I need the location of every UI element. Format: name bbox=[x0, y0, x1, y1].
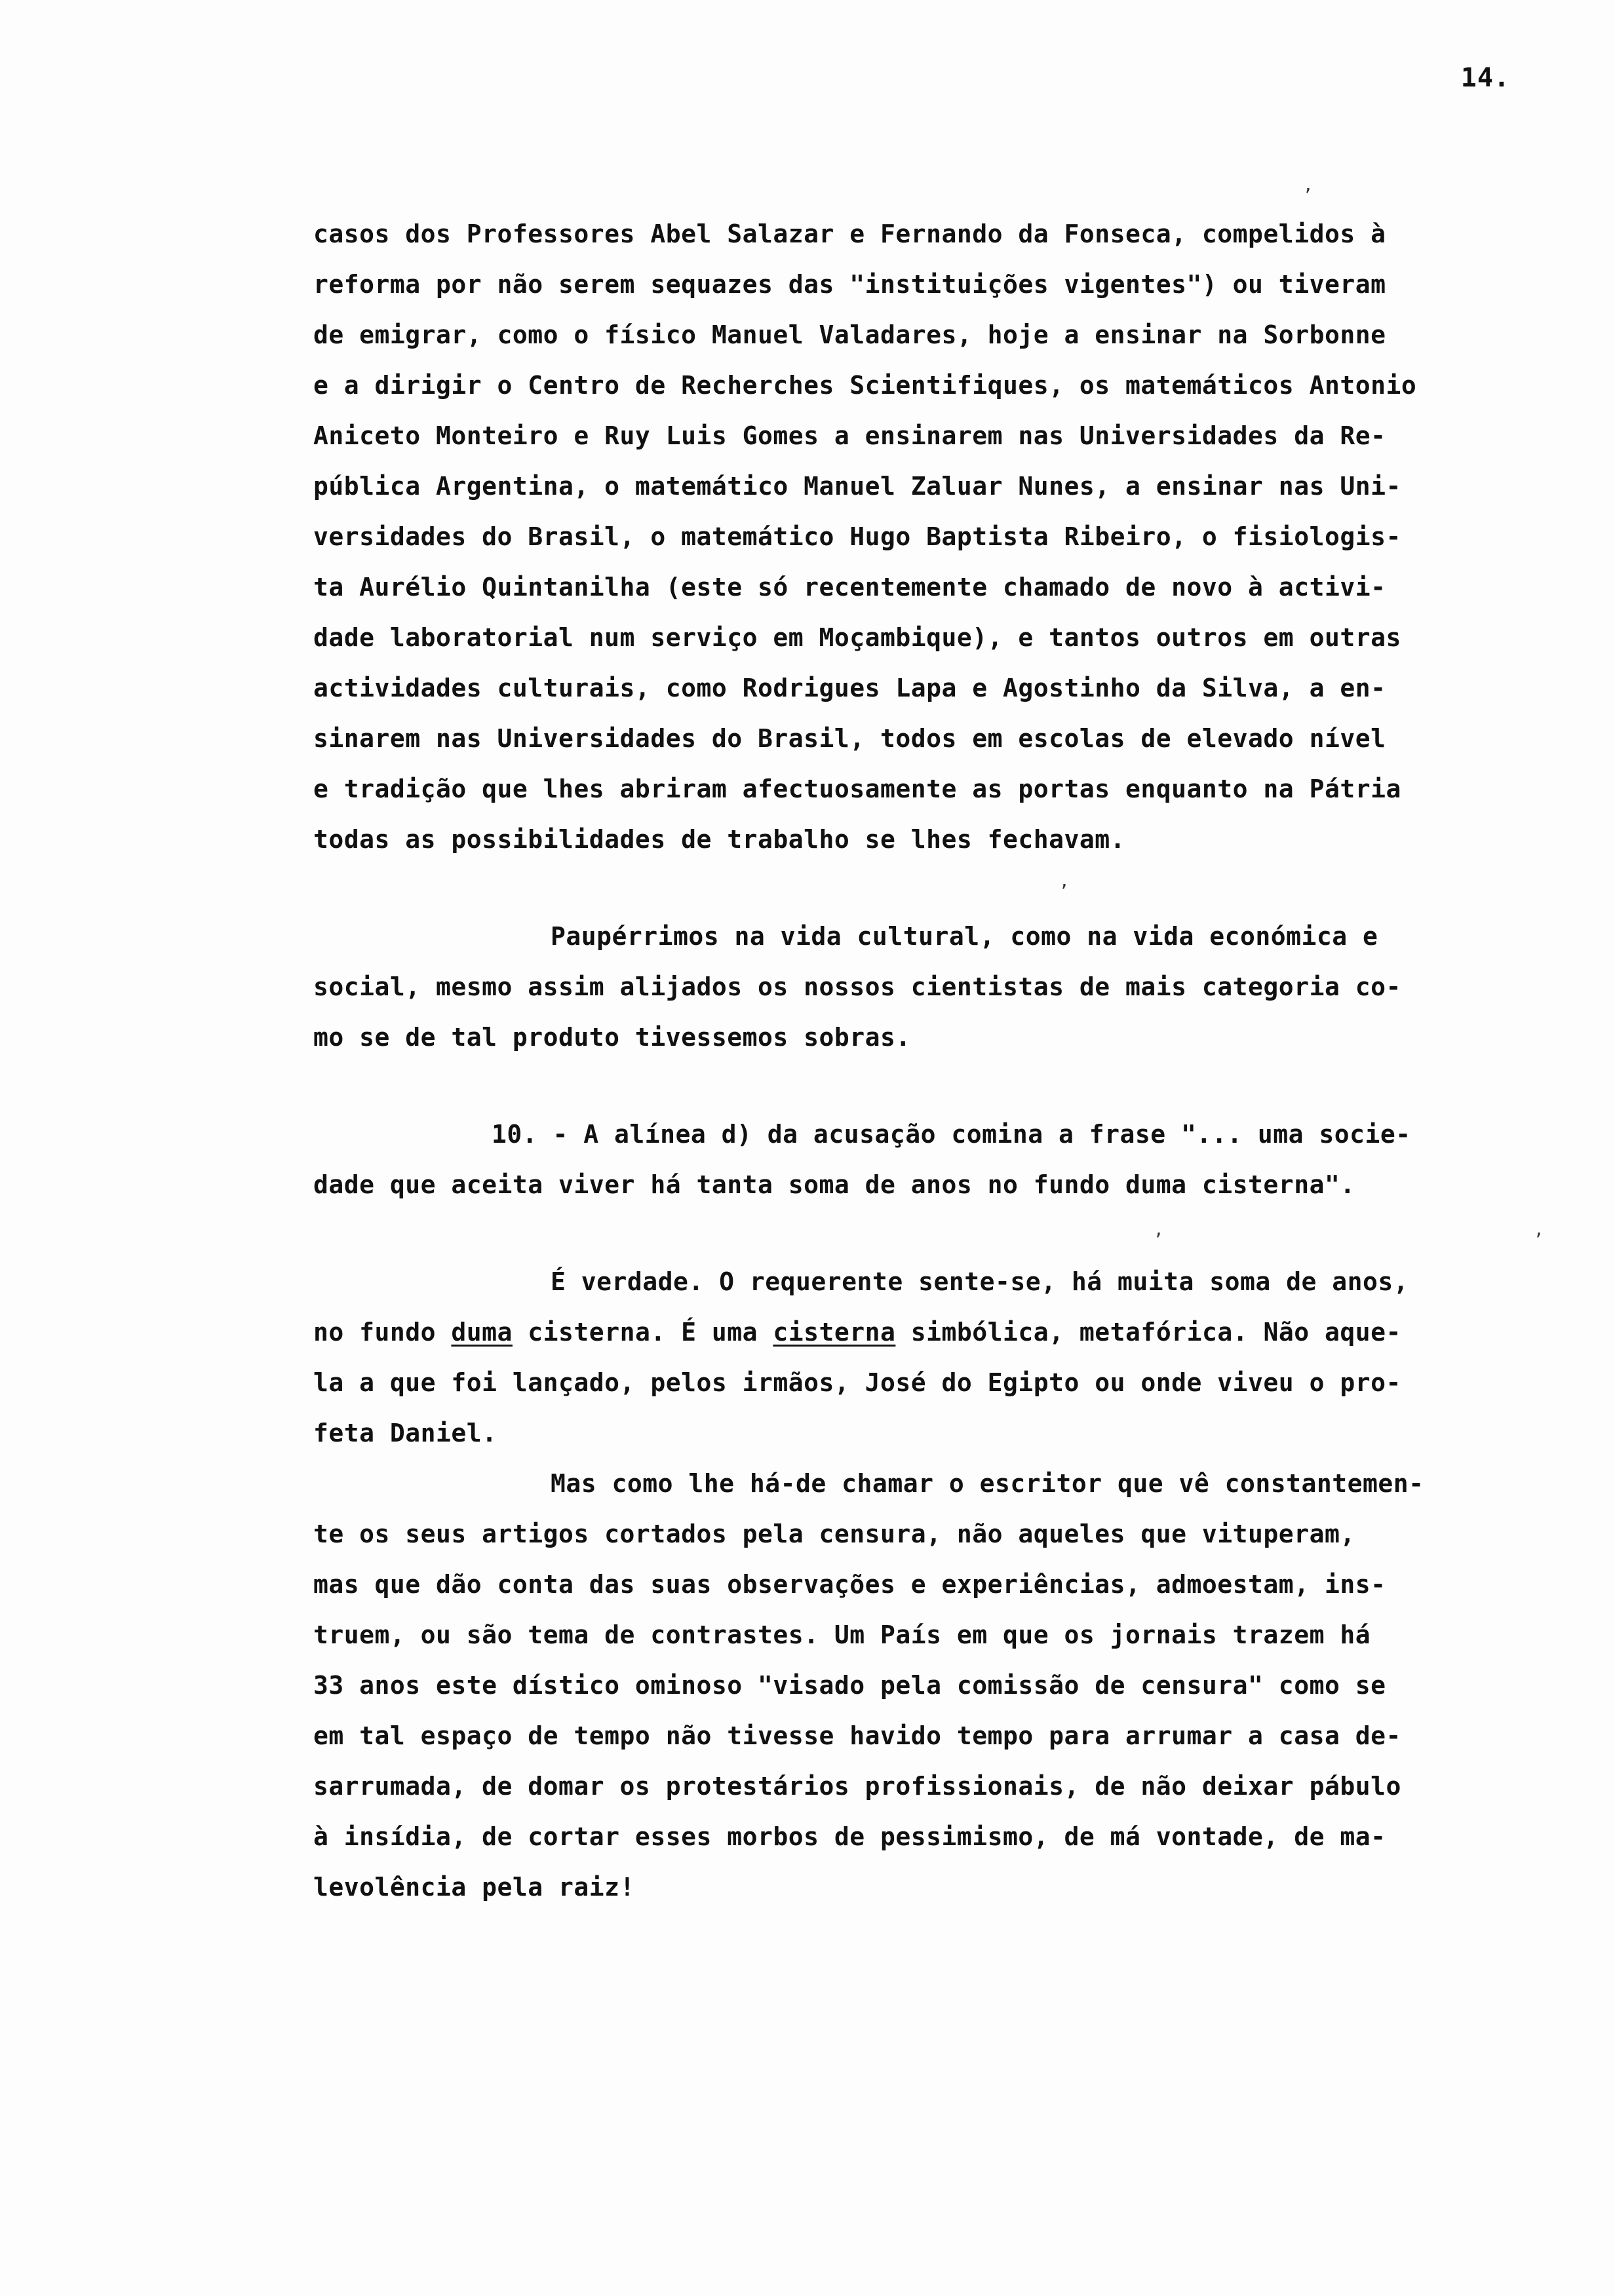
scan-mark: , bbox=[1303, 176, 1313, 195]
text-line: pública Argentina, o matemático Manuel Zaluar Nunes, a ensinar nas Uni- bbox=[313, 472, 1401, 501]
text-line: e tradição que lhes abriram afectuosamente as portas enquanto na Pátria bbox=[313, 775, 1401, 803]
text-segment: no fundo bbox=[313, 1318, 452, 1347]
text-line: 10. - A alínea d) da acusação comina a frase "... uma socie- bbox=[492, 1120, 1411, 1149]
text-line: la a que foi lançado, pelos irmãos, José do Egipto ou onde viveu o pro- bbox=[313, 1368, 1401, 1397]
text-line: mas que dão conta das suas observações e experiências, admoestam, ins- bbox=[313, 1570, 1386, 1599]
text-line: de emigrar, como o físico Manuel Valadares, hoje a ensinar na Sorbonne bbox=[313, 320, 1386, 349]
text-line: social, mesmo assim alijados os nossos cientistas de mais categoria co- bbox=[313, 972, 1401, 1001]
text-line: Paupérrimos na vida cultural, como na vida económica e bbox=[551, 922, 1378, 951]
text-line: à insídia, de cortar esses morbos de pessimismo, de má vontade, de ma- bbox=[313, 1822, 1386, 1851]
text-line: sarrumada, de domar os protestários profissionais, de não deixar pábulo bbox=[313, 1772, 1401, 1801]
text-line: feta Daniel. bbox=[313, 1419, 497, 1447]
text-line: casos dos Professores Abel Salazar e Fernando da Fonseca, compelidos à bbox=[313, 220, 1386, 248]
page-number: 14. bbox=[1460, 63, 1510, 93]
underlined-word: duma bbox=[451, 1318, 513, 1347]
text-line: É verdade. O requerente sente-se, há muita soma de anos, bbox=[551, 1267, 1409, 1296]
text-line bbox=[313, 1320, 1401, 1345]
text-line: ta Aurélio Quintanilha (este só recentemente chamado de novo à activi- bbox=[313, 573, 1386, 602]
text-segment: simbólica, metafórica. Não aque- bbox=[895, 1318, 1401, 1347]
scan-mark: , bbox=[1154, 1220, 1164, 1240]
scan-mark: , bbox=[1534, 1220, 1544, 1240]
text-line: versidades do Brasil, o matemático Hugo Baptista Ribeiro, o fisiologis- bbox=[313, 522, 1401, 551]
text-line: e a dirigir o Centro de Recherches Scientifiques, os matemáticos Antonio bbox=[313, 371, 1417, 400]
text-line: dade laboratorial num serviço em Moçambique), e tantos outros em outras bbox=[313, 623, 1401, 652]
text-line: mo se de tal produto tivessemos sobras. bbox=[313, 1023, 911, 1052]
text-line: truem, ou são tema de contrastes. Um País em que os jornais trazem há bbox=[313, 1620, 1371, 1649]
text-line: reforma por não serem sequazes das "instituições vigentes") ou tiveram bbox=[313, 270, 1386, 299]
text-line: te os seus artigos cortados pela censura, não aqueles que vituperam, bbox=[313, 1520, 1355, 1548]
text-line: 33 anos este dístico ominoso "visado pela comissão de censura" como se bbox=[313, 1671, 1386, 1700]
text-line: levolência pela raiz! bbox=[313, 1873, 635, 1902]
text-line: Aniceto Monteiro e Ruy Luis Gomes a ensinarem nas Universidades da Re- bbox=[313, 421, 1386, 450]
text-line: todas as possibilidades de trabalho se lhes fechavam. bbox=[313, 825, 1126, 854]
text-line: actividades culturais, como Rodrigues Lapa e Agostinho da Silva, a en- bbox=[313, 674, 1386, 702]
text-line: em tal espaço de tempo não tivesse havido tempo para arrumar a casa de- bbox=[313, 1721, 1401, 1750]
scan-mark: , bbox=[1059, 871, 1070, 891]
text-line: dade que aceita viver há tanta soma de anos no fundo duma cisterna". bbox=[313, 1170, 1355, 1199]
underlined-word: cisterna bbox=[773, 1318, 896, 1347]
text-segment: cisterna. É uma bbox=[512, 1318, 773, 1347]
text-line: Mas como lhe há-de chamar o escritor que vê constantemen- bbox=[551, 1469, 1424, 1498]
text-line: sinarem nas Universidades do Brasil, todos em escolas de elevado nível bbox=[313, 724, 1386, 753]
